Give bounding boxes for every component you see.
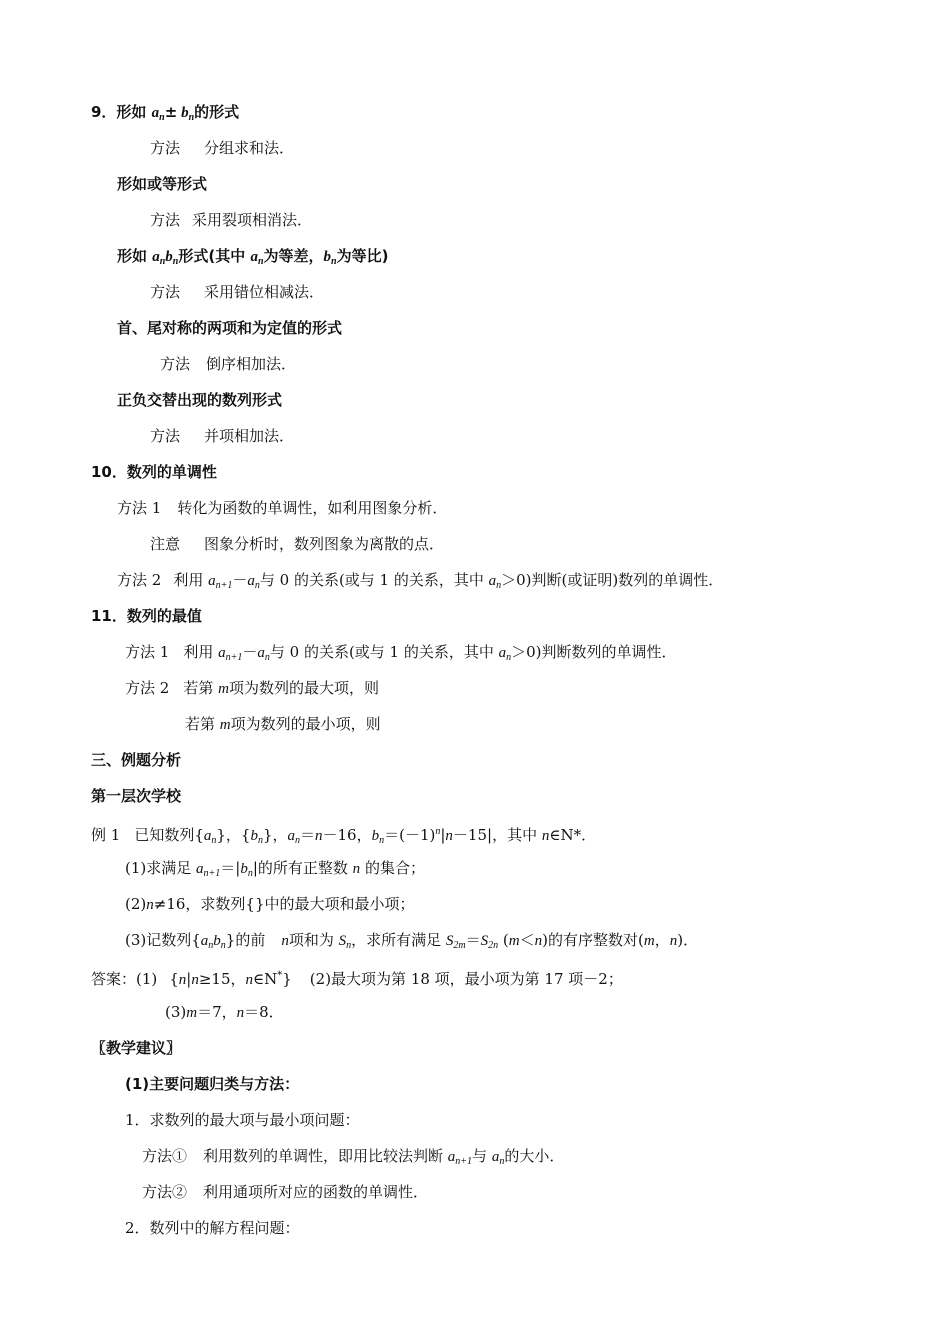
section-9e-title: 正负交替出现的数列形式 [117, 391, 283, 409]
section-9b-method: 方法 采用裂项相消法． [150, 211, 313, 229]
section-9-title: 9．形如 $a_n\pm b_n$的形式 [91, 103, 240, 123]
section-9c-method: 方法 采用错位相减法． [150, 283, 325, 301]
section-11-title: 11．数列的最值 [91, 607, 202, 625]
example-1-question-3: (3)记数列$\{a_nb_n\}$的前 n项和为 $S_n$，求所有满足 $S_{2m}=S_{2n}$ (m＜n)的有序整数对(m，n)． [125, 931, 699, 951]
section-9b-title: 形如或等形式 [117, 175, 208, 193]
teaching-advice-item-2: 2．数列中的解方程问题： [125, 1219, 300, 1237]
teaching-advice-item-1: 1．求数列的最大项与最小项问题： [125, 1111, 360, 1129]
example-1-question-1: (1)求满足 $a_{n+1}=|b_n|$的所有正整数 n 的集合； [125, 859, 425, 879]
section-10-method-2: 方法 2 利用 $a_{n+1}-a_n$与 0 的关系(或与 1 的关系，其中 $a_n>0$)判断(或证明)数列的单调性． [117, 571, 724, 591]
section-9c-title: 形如 $a_nb_n$形式(其中 $a_n$为等差，$b_n$为等比) [117, 247, 389, 267]
section-9e-method: 方法 并项相加法． [150, 427, 295, 445]
example-1-answer-3: (3)m＝7，n＝8． [165, 1003, 284, 1021]
section-9d-title: 首、尾对称的两项和为定值的形式 [117, 319, 343, 337]
teaching-advice-title: 〖教学建议〗 [91, 1039, 182, 1057]
section-9-method: 方法 分组求和法． [150, 139, 295, 157]
section-11-method-2b: 若第 m项为数列的最小项，则 [185, 715, 381, 733]
section-10-note: 注意 图象分析时，数列图象为离散的点． [150, 535, 445, 553]
example-1-statement: 例 1 已知数列$\{a_n\}$，$\{b_n\}$，$a_n=n-16$，$b_n=(-1)^n|n-15|$，其中 n∈N*． [91, 826, 597, 846]
teaching-advice-method-1: 方法① 利用数列的单调性，即用比较法判断 $a_{n+1}$与 $a_n$的大小． [142, 1147, 565, 1167]
example-1-question-2: (2)n≠16，求数列{}中的最大项和最小项； [125, 895, 415, 913]
example-1-answer: 答案：(1) {n|n≥15，n∈N*} (2)最大项为第 18 项，最小项为第 17 项－2； [91, 970, 623, 988]
section-10-title: 10．数列的单调性 [91, 463, 217, 481]
section-11-method-1: 方法 1 利用 $a_{n+1}-a_n$与 0 的关系(或与 1 的关系，其中 $a_n>0$)判断数列的单调性． [125, 643, 677, 663]
section-9d-method: 方法 倒序相加法． [160, 355, 297, 373]
section-10-method-1: 方法 1 转化为函数的单调性，如利用图象分析． [117, 499, 448, 517]
level-title: 第一层次学校 [91, 787, 182, 805]
teaching-advice-subtitle: (1)主要问题归类与方法： [125, 1075, 300, 1093]
section-11-method-2: 方法 2 若第 m项为数列的最大项，则 [125, 679, 379, 697]
teaching-advice-method-2: 方法② 利用通项所对应的函数的单调性． [142, 1183, 429, 1201]
section-3-title: 三、例题分析 [91, 751, 182, 769]
